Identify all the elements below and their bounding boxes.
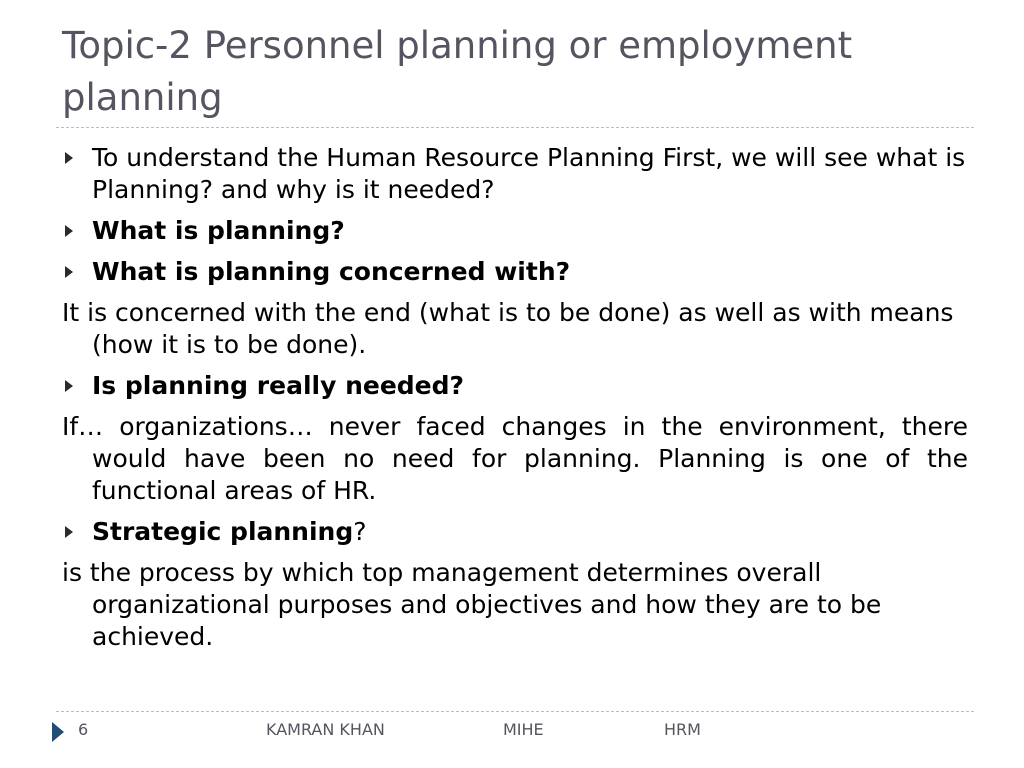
footer-divider (56, 711, 974, 712)
slide-body (62, 142, 968, 653)
bullet-item (62, 256, 968, 288)
slide-number: 6 (78, 720, 89, 739)
bullet-heading-suffix: ? (353, 517, 367, 546)
bullet-arrow-icon (65, 152, 73, 164)
bullet-heading: Is planning really needed? (92, 371, 465, 400)
body-paragraph: If… organizations… never faced changes in the environment, there would have been no need for planning. Planning is one of the functional areas of HR. (62, 412, 968, 505)
bullet-item (62, 516, 968, 548)
bullet-heading: What is planning? (92, 216, 345, 245)
bullet-arrow-icon (65, 225, 73, 237)
bullet-item (62, 370, 968, 402)
bullet-arrow-icon (65, 266, 73, 278)
footer-author: KAMRAN KHAN (266, 720, 385, 739)
bullet-item (62, 215, 968, 247)
footer-org: MIHE (503, 720, 544, 739)
bullet-text: To understand the Human Resource Planning First, we will see what is Planning? and why is it needed? (92, 143, 966, 204)
footer-arrow-icon (52, 722, 64, 742)
body-paragraph: It is concerned with the end (what is to be done) as well as with means (how it is to be done). (62, 298, 954, 359)
body-paragraph: is the process by which top management determines overall organizational purposes and objectives and how they are to be achieved. (62, 558, 882, 651)
bullet-heading: Strategic planning (92, 517, 354, 546)
title-divider (56, 127, 974, 128)
bullet-arrow-icon (65, 380, 73, 392)
footer-subject: HRM (664, 720, 701, 739)
bullet-arrow-icon (65, 526, 73, 538)
bullet-heading: What is planning concerned with? (92, 257, 571, 286)
slide-title: Topic-2 Personnel planning or employment planning (62, 24, 853, 119)
bullet-item (62, 142, 968, 206)
